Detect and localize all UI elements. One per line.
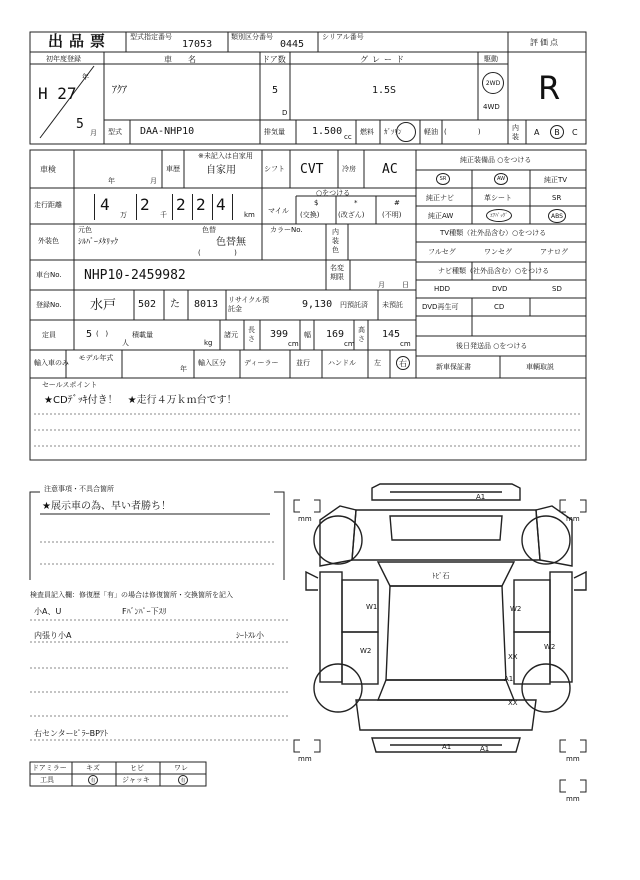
length-value: 399 <box>270 329 289 340</box>
damage-a1-front: A1 <box>476 493 486 501</box>
genuine-label: 純正装備品 ○をつける <box>460 156 532 164</box>
tire-mm-front-right: mm <box>566 515 580 523</box>
fuel-label: 燃料 <box>360 128 374 136</box>
doors-suffix: D <box>282 109 288 117</box>
capacity-label: 定員 <box>42 331 56 339</box>
sales-point-label: セールスポイント <box>42 381 98 389</box>
handle-left: 左 <box>374 359 381 367</box>
plate-kana: た <box>170 299 180 310</box>
car-name-label: 車 名 <box>164 55 200 64</box>
notes-text: ★展示車の為、早い者勝ち！ <box>42 501 171 512</box>
drive-2wd-circle: 2WD <box>482 72 504 94</box>
damage-w2-rear: W2 <box>544 643 556 651</box>
recycle-value: 9,130 <box>302 299 333 310</box>
dvd-play: DVD再生可 <box>422 303 459 311</box>
width-label: 幅 <box>304 331 311 339</box>
dvd: DVD <box>492 285 508 293</box>
serial-label: シリアル番号 <box>322 33 364 41</box>
color-no-label: カラーNo. <box>270 226 303 234</box>
capacity-unit: 人 <box>122 339 129 347</box>
warranty: 新車保証書 <box>436 363 471 371</box>
plate-label: 登録No. <box>36 301 62 309</box>
damage-a1-rear-2: A1 <box>480 745 490 753</box>
sym-hash: # <box>394 199 400 207</box>
damage-w2-right: W2 <box>510 605 522 613</box>
name-change-day: 日 <box>402 281 409 289</box>
tire-mm-rear-left: mm <box>298 755 312 763</box>
doors-value: 5 <box>272 85 279 96</box>
name-change-label: 名変期限 <box>330 264 344 281</box>
handle-right-circle: 右 <box>396 356 410 370</box>
aw-icon: AW <box>494 173 508 185</box>
ac-label: 冷房 <box>342 165 356 173</box>
later-shipment-label: 後日発送品 ○をつける <box>456 342 528 350</box>
mile-label: マイル <box>268 207 289 215</box>
tv-type-label: TV種類（社外品含む）○をつける <box>440 229 547 237</box>
score-value: R <box>538 69 561 107</box>
score-label: 評価点 <box>530 38 560 47</box>
mileage-sen: 千 <box>160 211 167 219</box>
repaint-bracket: ( ) <box>198 249 237 257</box>
type-no-label: 型式指定番号 <box>130 33 172 41</box>
displacement-label: 排気量 <box>264 128 285 136</box>
swap-label: (交換) <box>300 211 320 219</box>
fullseg: フルセグ <box>428 248 456 256</box>
chassis-value: NHP10-2459982 <box>84 268 186 283</box>
legend-jack: ジャッキ <box>122 776 150 784</box>
damage-a1-right: A1 <box>504 675 514 683</box>
abs-circle: ABS <box>548 209 566 223</box>
first-reg-month-label: 月 <box>90 129 97 137</box>
model-value: DAA-NHP10 <box>140 126 195 137</box>
tire-mm-spare: mm <box>566 795 580 803</box>
damage-a1-rear-1: A1 <box>442 743 452 751</box>
legend-split: ワレ <box>174 764 188 772</box>
notes-label: 注意事項・不具合箇所 <box>44 485 114 493</box>
ac-value: AC <box>382 162 398 177</box>
car-name-value: ｱｸｱ <box>112 85 127 96</box>
leather-seat: 革シート <box>484 194 512 202</box>
sunroof-icon: SR <box>436 173 450 185</box>
grade-label: グレード <box>360 55 408 64</box>
width-unit: cm <box>344 340 355 348</box>
chassis-label: 車台No. <box>36 271 62 279</box>
analog: アナログ <box>540 248 568 256</box>
orig-color-value: ｼﾙﾊﾞｰﾒﾀﾘｯｸ <box>78 237 118 246</box>
inspector-line1b: Fﾊﾞﾝﾊﾟｰ下ｽﾘ <box>122 607 167 616</box>
mileage-circle-note: ○をつける <box>316 189 351 197</box>
fuel-value: ｶﾞｿﾘﾝ <box>384 128 402 136</box>
damage-roof: ﾄﾋﾞ石 <box>432 572 450 580</box>
legend-crack: ヒビ <box>130 764 144 772</box>
history-label: 車歴 <box>166 165 180 173</box>
tire-mm-rear-right: mm <box>566 755 580 763</box>
parallel-option: 並行 <box>296 359 310 367</box>
height-label: 高さ <box>358 326 365 343</box>
tamper-label: (改ざん) <box>338 211 365 219</box>
model-label: 型式 <box>108 128 122 136</box>
tire-mm-front-left: mm <box>298 515 312 523</box>
name-change-month: 月 <box>378 281 385 289</box>
plate-number: 8013 <box>194 299 219 310</box>
first-reg-month: 5 <box>76 117 84 132</box>
mileage-label: 走行距離 <box>34 201 62 209</box>
inspector-line2a: 内張り小A <box>34 631 72 640</box>
damage-w1: W1 <box>366 603 378 611</box>
handle-label: ハンドル <box>328 359 356 367</box>
history-value: 自家用 <box>206 165 236 176</box>
interior-b-circle: B <box>550 125 564 139</box>
sunroof-label: SR <box>552 194 562 202</box>
mileage-digit-4: 2 <box>196 195 206 214</box>
navi-type-label: ナビ種類（社外品含む）○をつける <box>438 267 550 275</box>
light-oil-label: 軽油 <box>424 128 438 136</box>
sales-point-text: ★CDﾃﾞｯｷ付き！ ★走行４万ｋｍ台です！ <box>44 395 237 406</box>
genuine-aw: 純正AW <box>428 212 454 220</box>
length-unit: cm <box>288 340 299 348</box>
inspector-line2b: ｼｰﾄｽﾚ小 <box>236 631 264 640</box>
recycle-unit: 円預託済 <box>340 301 368 309</box>
genuine-tv: 純正TV <box>544 176 568 184</box>
interior-a: A <box>534 128 540 137</box>
mileage-digit-1: 4 <box>100 195 110 214</box>
dims-label: 諸元 <box>224 331 238 339</box>
shaken-month: 月 <box>150 177 157 185</box>
color-label: 外装色 <box>38 237 59 245</box>
shift-value: CVT <box>300 162 324 177</box>
oneseg: ワンセグ <box>484 248 512 256</box>
model-year-label: モデル年式 <box>78 354 114 362</box>
capacity-bracket: ( ) <box>96 330 109 338</box>
class-no-label: 類別区分番号 <box>231 33 273 41</box>
recycle-not: 未預託 <box>382 301 403 309</box>
damage-xx-1: XX <box>508 653 518 661</box>
load-label: 積載量 <box>132 331 153 339</box>
load-unit: kg <box>204 339 213 347</box>
doors-label: ドア数 <box>262 55 286 64</box>
drive-4wd: 4WD <box>483 103 500 111</box>
repaint-label: 色替 <box>202 226 216 234</box>
first-reg-era: H 27 <box>38 84 77 103</box>
page-title: 出品票 <box>48 32 112 50</box>
inspector-line3: 右センターﾋﾟﾗｰBPｱﾄ <box>34 729 108 738</box>
damage-xx-2: XX <box>508 699 518 707</box>
mileage-km: km <box>244 211 255 219</box>
sym-star: * <box>354 199 358 207</box>
sym-dollar: $ <box>314 199 319 207</box>
plate-class: 502 <box>138 299 157 310</box>
length-label: 長さ <box>248 326 255 343</box>
inspector-label: 検査員記入欄：修復歴「有」の場合は修復箇所・交換箇所を記入 <box>30 591 233 599</box>
type-no-value: 17053 <box>182 39 213 50</box>
recycle-label: リサイクル預託金 <box>228 296 270 313</box>
hdd: HDD <box>434 285 451 293</box>
import-label: 輸入車のみ <box>34 359 69 367</box>
damage-w2-left: W2 <box>360 647 372 655</box>
width-value: 169 <box>326 329 345 340</box>
genuine-navi: 純正ナビ <box>426 194 454 202</box>
dealer-option: ディーラー <box>244 359 279 367</box>
history-note: ※未記入は自家用 <box>198 152 253 160</box>
capacity-value: 5 <box>86 329 93 340</box>
unknown-label: (不明) <box>382 211 402 219</box>
mileage-man: 万 <box>120 211 127 219</box>
legend-scratch: キズ <box>86 764 100 772</box>
manual: 車輌取説 <box>526 363 554 371</box>
first-reg-label: 初年度登録 <box>46 55 81 63</box>
shaken-label: 車検 <box>40 165 56 174</box>
displacement-unit: cc <box>344 133 352 141</box>
fuel-circle <box>396 122 416 142</box>
mileage-digit-2: 2 <box>140 195 150 214</box>
inspector-line1a: 小A、U <box>34 607 62 616</box>
shaken-year: 年 <box>108 177 115 185</box>
interior-label: 内装 <box>512 124 519 141</box>
interior-c: C <box>572 128 578 137</box>
class-no-value: 0445 <box>280 39 305 50</box>
legend-jack-yes: 有 <box>178 775 188 785</box>
mileage-digit-5: 4 <box>216 195 226 214</box>
light-oil-bracket: ( ) <box>444 128 481 136</box>
shift-label: シフト <box>264 165 285 173</box>
cd: CD <box>494 303 505 311</box>
legend-tool-yes: 有 <box>88 775 98 785</box>
legend-tool: 工具 <box>40 776 54 784</box>
model-year-unit: 年 <box>180 365 187 373</box>
sd: SD <box>552 285 562 293</box>
repaint-value: 色替無 <box>216 237 246 248</box>
drive-label: 駆動 <box>484 55 498 63</box>
int-color-label: 内装色 <box>332 228 339 254</box>
displacement-value: 1.500 <box>312 126 343 137</box>
legend-mirror: ドアミラー <box>32 764 67 772</box>
height-value: 145 <box>382 329 401 340</box>
height-unit: cm <box>400 340 411 348</box>
first-reg-year-label: 年 <box>82 73 89 81</box>
import-class-label: 輸入区分 <box>198 359 226 367</box>
mileage-digit-3: 2 <box>176 195 186 214</box>
orig-color-label: 元色 <box>78 226 92 234</box>
airbag-circle: ｴｱﾊﾞｯｸﾞ <box>486 209 512 222</box>
plate-area: 水戸 <box>90 298 117 313</box>
grade-value: 1.5S <box>372 85 397 96</box>
